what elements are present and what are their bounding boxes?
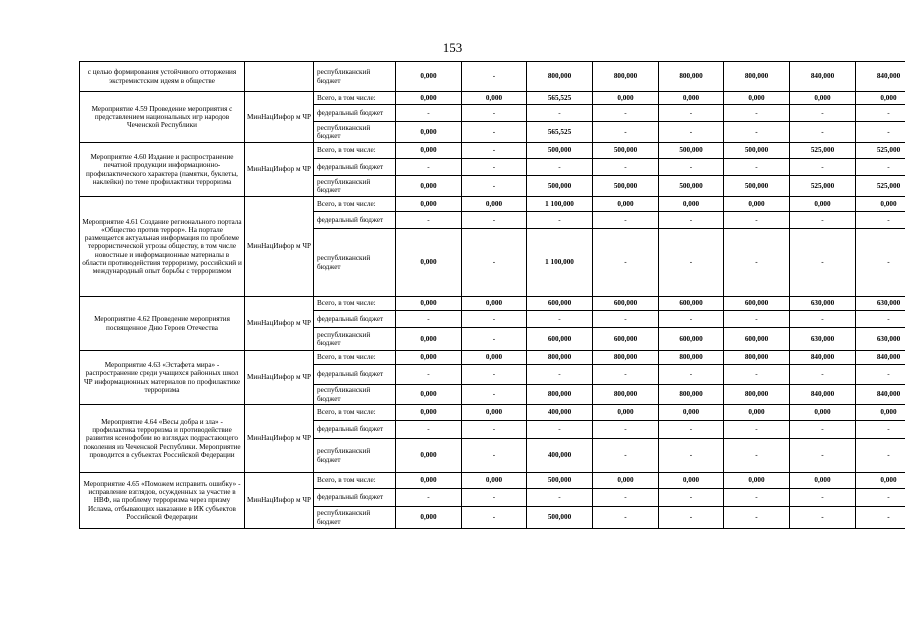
amount-cell: 0,000 [396, 122, 462, 143]
amount-cell: 1 100,000 [527, 229, 593, 297]
amount-cell: - [724, 421, 790, 439]
table-row [80, 92, 905, 105]
amount-cell: - [659, 365, 724, 385]
amount-cell: - [527, 489, 593, 507]
amount-cell: 500,000 [659, 143, 724, 159]
amount-cell: - [659, 507, 724, 529]
funding-source: республиканский бюджет [314, 385, 396, 405]
amount-cell: - [462, 62, 527, 92]
amount-cell: - [856, 421, 905, 439]
amount-cell: - [462, 143, 527, 159]
amount-cell: 0,000 [396, 92, 462, 105]
funding-source: республиканский бюджет [314, 229, 396, 297]
funding-source: республиканский бюджет [314, 439, 396, 473]
measure-description: Мероприятие 4.61 Создание регионального портала «Общество против террор». На портале размещается актуальная информация по проблеме террористической угрозы обществу, в том числе новостные и информационные материалы в области противодействия терроризму, российский и международный опыт борьбы с терроризмом [80, 197, 245, 297]
amount-cell: 0,000 [396, 351, 462, 365]
amount-cell: 840,000 [790, 62, 856, 92]
amount-cell: 0,000 [593, 92, 659, 105]
amount-cell: - [856, 439, 905, 473]
amount-cell: 0,000 [856, 405, 905, 421]
amount-cell: - [790, 105, 856, 122]
amount-cell: - [790, 311, 856, 328]
amount-cell: - [527, 421, 593, 439]
measure-description: с целью формирования устойчивого отторжения экстремистским идеям в обществе [80, 62, 245, 92]
amount-cell: - [593, 105, 659, 122]
amount-cell: 800,000 [593, 62, 659, 92]
amount-cell: 525,000 [790, 143, 856, 159]
amount-cell: 0,000 [396, 143, 462, 159]
amount-cell: - [527, 365, 593, 385]
amount-cell: - [856, 105, 905, 122]
funding-source: федеральный бюджет [314, 105, 396, 122]
amount-cell: 0,000 [462, 197, 527, 212]
amount-cell: - [396, 421, 462, 439]
amount-cell: 800,000 [593, 385, 659, 405]
amount-cell: 0,000 [593, 197, 659, 212]
amount-cell: 0,000 [593, 405, 659, 421]
amount-cell: - [659, 489, 724, 507]
amount-cell: 0,000 [790, 197, 856, 212]
amount-cell: 565,525 [527, 122, 593, 143]
amount-cell: - [724, 122, 790, 143]
amount-cell: - [593, 489, 659, 507]
amount-cell: 500,000 [724, 143, 790, 159]
amount-cell: - [856, 507, 905, 529]
amount-cell: - [724, 159, 790, 176]
amount-cell: - [790, 159, 856, 176]
amount-cell: 0,000 [790, 473, 856, 489]
amount-cell: - [724, 365, 790, 385]
amount-cell: - [790, 122, 856, 143]
amount-cell: 0,000 [462, 351, 527, 365]
amount-cell: - [593, 159, 659, 176]
amount-cell: 400,000 [527, 405, 593, 421]
table-row [80, 297, 905, 311]
measure-description: Мероприятие 4.63 «Эстафета мира» - распространение среди учащихся районных школ ЧР информационных материалов по профилактике терроризма [80, 351, 245, 405]
amount-cell: 0,000 [659, 92, 724, 105]
amount-cell: - [659, 105, 724, 122]
amount-cell: 525,000 [856, 143, 905, 159]
amount-cell: 0,000 [396, 439, 462, 473]
amount-cell: 800,000 [593, 351, 659, 365]
amount-cell: 0,000 [790, 405, 856, 421]
funding-source: Всего, в том числе: [314, 92, 396, 105]
amount-cell: 0,000 [856, 473, 905, 489]
amount-cell: - [790, 489, 856, 507]
amount-cell: - [593, 365, 659, 385]
amount-cell: 0,000 [462, 92, 527, 105]
amount-cell: 0,000 [396, 229, 462, 297]
amount-cell: - [462, 229, 527, 297]
amount-cell: - [396, 489, 462, 507]
measure-description: Мероприятие 4.62 Проведение мероприятия посвященное Дню Героев Отечества [80, 297, 245, 351]
amount-cell: 600,000 [593, 328, 659, 351]
amount-cell: 600,000 [527, 328, 593, 351]
funding-source: республиканский бюджет [314, 62, 396, 92]
amount-cell: - [659, 311, 724, 328]
responsible-executor: МинНацИнфор м ЧР [245, 197, 314, 297]
amount-cell: - [659, 421, 724, 439]
funding-source: федеральный бюджет [314, 365, 396, 385]
amount-cell: 0,000 [396, 507, 462, 529]
amount-cell: 525,000 [790, 176, 856, 197]
measure-description: Мероприятие 4.59 Проведение мероприятия с представлением национальных игр народов Чеченской Республики [80, 92, 245, 143]
amount-cell: 0,000 [724, 92, 790, 105]
amount-cell: 630,000 [790, 297, 856, 311]
amount-cell: - [790, 365, 856, 385]
amount-cell: - [396, 159, 462, 176]
amount-cell: 500,000 [593, 176, 659, 197]
amount-cell: 500,000 [527, 143, 593, 159]
amount-cell: - [593, 229, 659, 297]
amount-cell: 800,000 [724, 62, 790, 92]
amount-cell: - [659, 439, 724, 473]
funding-source: федеральный бюджет [314, 421, 396, 439]
amount-cell: 0,000 [724, 405, 790, 421]
amount-cell: 0,000 [659, 473, 724, 489]
amount-cell: 0,000 [724, 197, 790, 212]
amount-cell: - [856, 311, 905, 328]
table-row [80, 197, 905, 212]
amount-cell: 0,000 [396, 297, 462, 311]
responsible-executor [245, 62, 314, 92]
amount-cell: - [856, 229, 905, 297]
amount-cell: - [790, 421, 856, 439]
amount-cell: 565,525 [527, 92, 593, 105]
amount-cell: - [724, 212, 790, 229]
amount-cell: - [659, 212, 724, 229]
funding-source: Всего, в том числе: [314, 297, 396, 311]
amount-cell: 0,000 [396, 328, 462, 351]
funding-source: республиканский бюджет [314, 507, 396, 529]
amount-cell: - [593, 311, 659, 328]
amount-cell: 0,000 [790, 92, 856, 105]
amount-cell: 600,000 [659, 297, 724, 311]
amount-cell: - [527, 311, 593, 328]
amount-cell: - [462, 159, 527, 176]
amount-cell: 0,000 [462, 473, 527, 489]
amount-cell: 840,000 [790, 385, 856, 405]
amount-cell: 630,000 [856, 328, 905, 351]
amount-cell: - [790, 212, 856, 229]
amount-cell: - [462, 328, 527, 351]
amount-cell: - [593, 439, 659, 473]
funding-source: Всего, в том числе: [314, 405, 396, 421]
measure-description: Мероприятие 4.64 «Весы добра и зла» - профилактика терроризма и противодействие развития ксенофобии во взглядах подрастающего поколения из Чеченской Республики. Мероприятие проводится в субъектах Российской Федерации [80, 405, 245, 473]
amount-cell: 1 100,000 [527, 197, 593, 212]
amount-cell: 840,000 [790, 351, 856, 365]
amount-cell: - [593, 212, 659, 229]
table-row [80, 143, 905, 159]
table-row [80, 62, 905, 92]
amount-cell: 500,000 [527, 176, 593, 197]
funding-source: Всего, в том числе: [314, 351, 396, 365]
amount-cell: 800,000 [527, 62, 593, 92]
amount-cell: 0,000 [462, 297, 527, 311]
funding-source: федеральный бюджет [314, 212, 396, 229]
table-row [80, 473, 905, 489]
amount-cell: - [856, 212, 905, 229]
amount-cell: - [396, 365, 462, 385]
amount-cell: - [396, 105, 462, 122]
amount-cell: 500,000 [527, 507, 593, 529]
funding-source: республиканский бюджет [314, 122, 396, 143]
responsible-executor: МинНацИнфор м ЧР [245, 297, 314, 351]
amount-cell: 600,000 [527, 297, 593, 311]
amount-cell: - [790, 439, 856, 473]
amount-cell: 0,000 [396, 176, 462, 197]
amount-cell: - [462, 311, 527, 328]
amount-cell: - [462, 365, 527, 385]
amount-cell: 0,000 [396, 62, 462, 92]
amount-cell: - [527, 159, 593, 176]
amount-cell: 0,000 [396, 197, 462, 212]
amount-cell: 630,000 [856, 297, 905, 311]
amount-cell: 800,000 [724, 351, 790, 365]
amount-cell: - [856, 159, 905, 176]
amount-cell: - [856, 365, 905, 385]
page-number: 153 [442, 40, 463, 55]
responsible-executor: МинНацИнфор м ЧР [245, 473, 314, 529]
amount-cell: - [724, 489, 790, 507]
amount-cell: 0,000 [593, 473, 659, 489]
amount-cell: - [659, 122, 724, 143]
funding-source: Всего, в том числе: [314, 473, 396, 489]
amount-cell: 600,000 [724, 297, 790, 311]
amount-cell: - [724, 105, 790, 122]
amount-cell: 0,000 [856, 197, 905, 212]
amount-cell: - [462, 105, 527, 122]
responsible-executor: МинНацИнфор м ЧР [245, 351, 314, 405]
amount-cell: - [462, 176, 527, 197]
amount-cell: 800,000 [527, 351, 593, 365]
amount-cell: 800,000 [527, 385, 593, 405]
amount-cell: - [856, 122, 905, 143]
responsible-executor: МинНацИнфор м ЧР [245, 92, 314, 143]
amount-cell: - [593, 421, 659, 439]
amount-cell: 600,000 [659, 328, 724, 351]
amount-cell: - [856, 489, 905, 507]
amount-cell: 600,000 [724, 328, 790, 351]
responsible-executor: МинНацИнфор м ЧР [245, 143, 314, 197]
amount-cell: - [462, 421, 527, 439]
amount-cell: - [724, 311, 790, 328]
amount-cell: - [790, 229, 856, 297]
funding-source: республиканский бюджет [314, 176, 396, 197]
amount-cell: 800,000 [659, 351, 724, 365]
funding-source: федеральный бюджет [314, 159, 396, 176]
amount-cell: - [659, 229, 724, 297]
funding-source: федеральный бюджет [314, 311, 396, 328]
table-row [80, 405, 905, 421]
amount-cell: 500,000 [659, 176, 724, 197]
amount-cell: 0,000 [724, 473, 790, 489]
amount-cell: - [396, 212, 462, 229]
amount-cell: - [462, 212, 527, 229]
amount-cell: 800,000 [724, 385, 790, 405]
amount-cell: - [396, 311, 462, 328]
amount-cell: 0,000 [659, 405, 724, 421]
amount-cell: 0,000 [659, 197, 724, 212]
funding-source: республиканский бюджет [314, 328, 396, 351]
funding-source: Всего, в том числе: [314, 197, 396, 212]
amount-cell: - [724, 439, 790, 473]
amount-cell: 0,000 [462, 405, 527, 421]
amount-cell: - [724, 229, 790, 297]
measure-description: Мероприятие 4.65 «Поможем исправить ошибку» - исправление взглядов, осужденных за участие в НВФ, на проблему терроризма через призму Ислама, отбывающих наказание в ИК субъектов Российской Федерации [80, 473, 245, 529]
responsible-executor: МинНацИнфор м ЧР [245, 405, 314, 473]
amount-cell: 0,000 [396, 405, 462, 421]
amount-cell: 600,000 [593, 297, 659, 311]
amount-cell: - [593, 507, 659, 529]
amount-cell: - [790, 507, 856, 529]
table-row [80, 351, 905, 365]
amount-cell: - [462, 507, 527, 529]
amount-cell: 525,000 [856, 176, 905, 197]
amount-cell: 800,000 [659, 62, 724, 92]
amount-cell: - [593, 122, 659, 143]
amount-cell: 0,000 [856, 92, 905, 105]
amount-cell: - [462, 489, 527, 507]
amount-cell: 400,000 [527, 439, 593, 473]
amount-cell: - [462, 122, 527, 143]
funding-source: Всего, в том числе: [314, 143, 396, 159]
amount-cell: 500,000 [527, 473, 593, 489]
amount-cell: 800,000 [659, 385, 724, 405]
amount-cell: 840,000 [856, 351, 905, 365]
amount-cell: - [462, 385, 527, 405]
amount-cell: 0,000 [396, 385, 462, 405]
measure-description: Мероприятие 4.60 Издание и распространение печатной продукции информационно-профилактического характера (памятки, буклеты, наклейки) по теме профилактики терроризма [80, 143, 245, 197]
amount-cell: - [527, 105, 593, 122]
amount-cell: 500,000 [593, 143, 659, 159]
amount-cell: 0,000 [396, 473, 462, 489]
amount-cell: 500,000 [724, 176, 790, 197]
amount-cell: 630,000 [790, 328, 856, 351]
funding-source: федеральный бюджет [314, 489, 396, 507]
amount-cell: 840,000 [856, 62, 905, 92]
amount-cell: - [527, 212, 593, 229]
amount-cell: - [724, 507, 790, 529]
amount-cell: - [659, 159, 724, 176]
amount-cell: 840,000 [856, 385, 905, 405]
budget-table [79, 61, 905, 529]
amount-cell: - [462, 439, 527, 473]
